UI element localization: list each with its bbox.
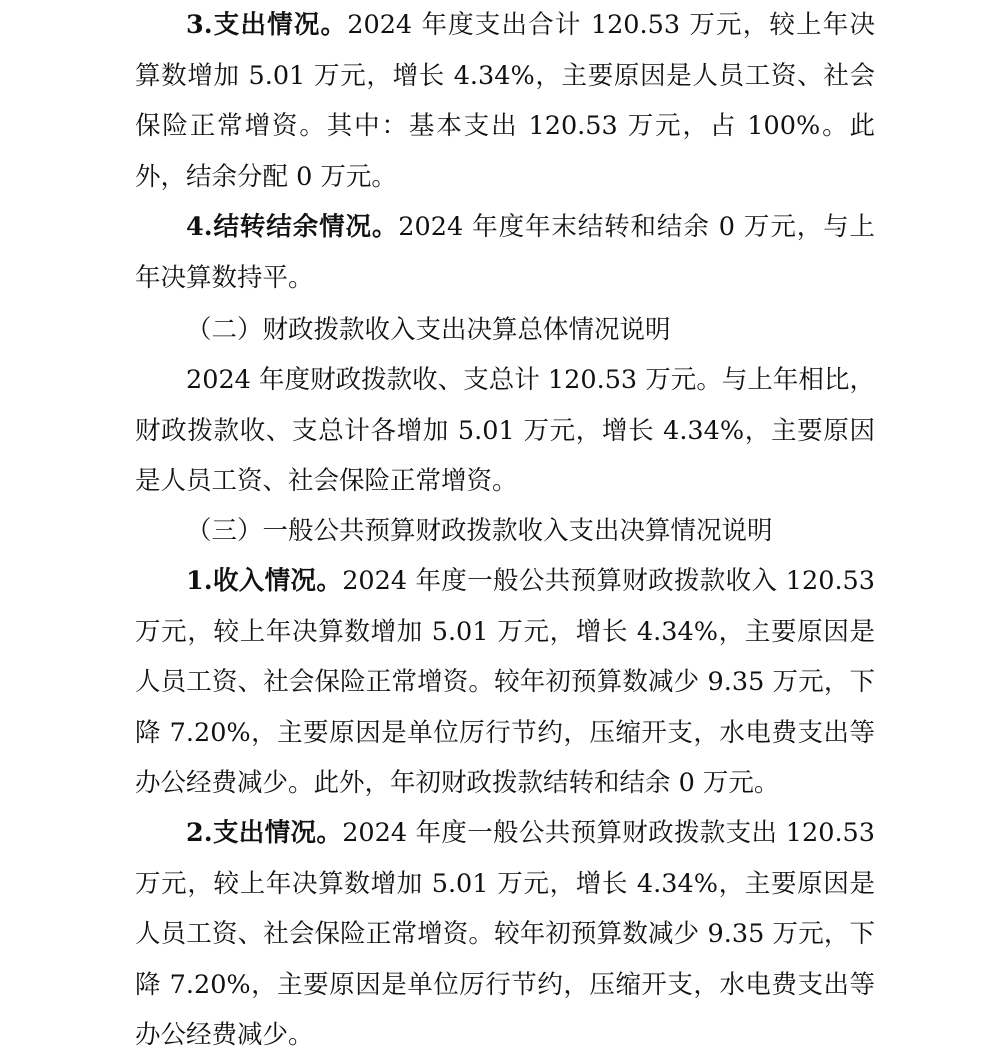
section-heading-general-budget: （三）一般公共预算财政拨款收入支出决算情况说明 (186, 516, 773, 546)
paragraph-body: 2024 年度支出合计 120.53 万元，较上年决算数增加 5.01 万元，增长 4.34%，主要原因是人员工资、社会保险正常增资。其中：基本支出 120.53 万元，占 100%。此外，结余分配 0 万元。 (135, 10, 875, 192)
paragraph-lead: 2.支出情况。 (186, 818, 343, 848)
paragraph-lead: 4.结转结余情况。 (186, 212, 399, 242)
paragraph-expenditure (135, 0, 875, 202)
paragraph-income (135, 556, 875, 809)
section-heading-fiscal-overview: （二）财政拨款收入支出决算总体情况说明 (186, 315, 671, 345)
paragraph-body: 2024 年度一般公共预算财政拨款支出 120.53 万元，较上年决算数增加 5.01 万元，增长 4.34%，主要原因是人员工资、社会保险正常增资。较年初预算数减少 9.35 万元，下降 7.20%，主要原因是单位厉行节约，压缩开支，水电费支出等办公经费减少。 (135, 818, 875, 1051)
paragraph-body: 2024 年度财政拨款收、支总计 120.53 万元。与上年相比，财政拨款收、支总计各增加 5.01 万元，增长 4.34%，主要原因是人员工资、社会保险正常增资。 (135, 365, 875, 497)
paragraph-body: 2024 年度年末结转和结余 0 万元，与上年决算数持平。 (135, 212, 876, 293)
paragraph-general-expenditure (135, 808, 875, 1061)
paragraph-fiscal-overview (135, 355, 875, 507)
paragraph-lead: 1.收入情况。 (186, 566, 343, 596)
paragraph-body: 2024 年度一般公共预算财政拨款收入 120.53 万元，较上年决算数增加 5.01 万元，增长 4.34%，主要原因是人员工资、社会保险正常增资。较年初预算数减少 9.35 万元，下降 7.20%，主要原因是单位厉行节约，压缩开支，水电费支出等办公经费减少。此外，年初财政拨款结转和结余 0 万元。 (135, 566, 875, 799)
paragraph-lead: 3.支出情况。 (186, 10, 348, 40)
paragraph-carryover (135, 202, 875, 303)
